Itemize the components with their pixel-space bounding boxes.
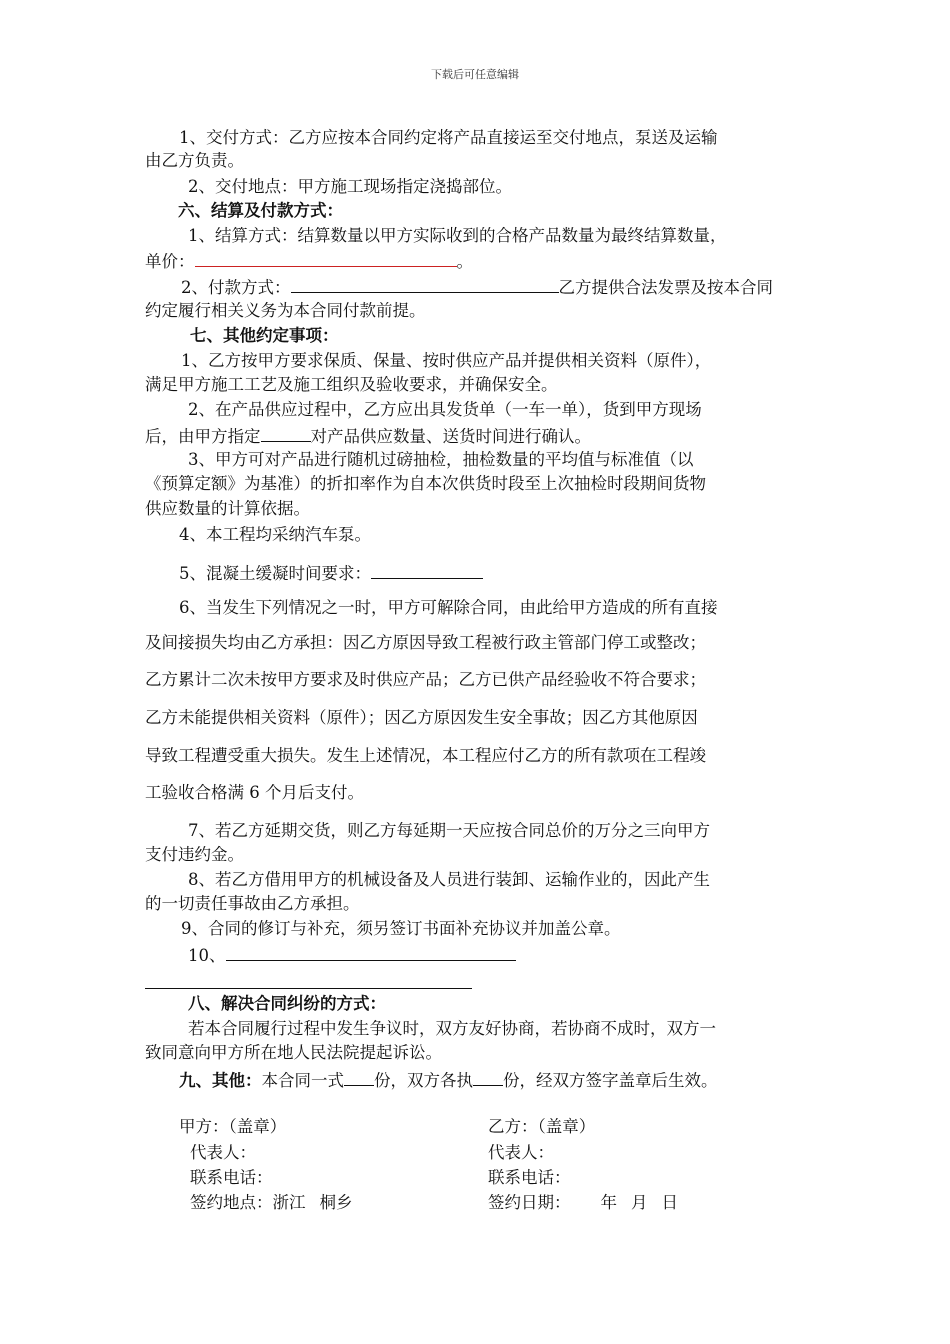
item-ten-continuation-line: [145, 988, 472, 989]
text-line: [145, 424, 591, 448]
designated-label: 后，由甲方指定: [145, 427, 261, 446]
section-heading: 七、其他约定事项：: [190, 326, 339, 345]
text-line: [179, 1068, 718, 1092]
section-heading: 九、其他：: [179, 1071, 262, 1090]
text-line: 供应数量的计算依据。: [145, 499, 310, 518]
party-b-seal: 乙方：（盖章）: [488, 1117, 596, 1136]
party-b-phone: 联系电话：: [488, 1168, 571, 1187]
text-line: 支付违约金。: [145, 845, 244, 864]
text-line: 致同意向甲方所在地人民法院提起诉讼。: [145, 1043, 442, 1062]
party-b-representative: 代表人：: [488, 1143, 554, 1162]
text-line: 若本合同履行过程中发生争议时，双方友好协商，若协商不成时，双方一: [188, 1019, 716, 1038]
copies-tail: 份，经双方签字盖章后生效。: [503, 1071, 718, 1090]
signing-date-label: 签约日期：: [488, 1193, 571, 1212]
unit-price-blank[interactable]: [195, 249, 457, 267]
date-day: 日: [661, 1193, 678, 1212]
designated-tail: 对产品供应数量、送货时间进行确认。: [310, 427, 591, 446]
text-line: 8、若乙方借用甲方的机械设备及人员进行装卸、运输作业的，因此产生: [188, 870, 710, 889]
party-a-seal: 甲方：（盖章）: [179, 1117, 287, 1136]
copies-each-label: 份，双方各执: [374, 1071, 473, 1090]
retarding-time-label: 5、混凝土缓凝时间要求：: [179, 564, 371, 583]
total-copies-blank[interactable]: [344, 1068, 374, 1086]
text-line: 7、若乙方延期交货，则乙方每延期一天应按合同总价的万分之三向甲方: [188, 821, 710, 840]
item-ten-label: 10、: [188, 946, 226, 965]
copies-each-blank[interactable]: [473, 1068, 503, 1086]
copies-label: 本合同一式: [261, 1071, 344, 1090]
text-line: 2、交付地点：甲方施工现场指定浇捣部位。: [188, 177, 512, 196]
text-line: 9、合同的修订与补充，须另签订书面补充协议并加盖公章。: [181, 919, 621, 938]
page-header: 下载后可任意编辑: [431, 68, 519, 81]
text-line: [188, 943, 516, 967]
text-line: 工验收合格满 6 个月后支付。: [145, 783, 364, 802]
unit-price-label: 单价：: [145, 252, 195, 271]
text-line: 4、本工程均采纳汽车泵。: [179, 525, 371, 544]
text-line: 及间接损失均由乙方承担：因乙方原因导致工程被行政主管部门停工或整改；: [145, 633, 706, 652]
payment-method-blank[interactable]: [291, 275, 559, 293]
text-line: 3、甲方可对产品进行随机过磅抽检，抽检数量的平均值与标准值（以: [188, 450, 694, 469]
text-line: 约定履行相关义务为本合同付款前提。: [145, 301, 426, 320]
designated-person-blank[interactable]: [261, 424, 311, 442]
text-line: 的一切责任事故由乙方承担。: [145, 894, 360, 913]
signing-date: [488, 1192, 678, 1214]
text-punct: 。: [456, 252, 473, 271]
retarding-time-blank[interactable]: [371, 561, 483, 579]
text-line: [181, 275, 773, 299]
text-line: 1、乙方按甲方要求保质、保量、按时供应产品并提供相关资料（原件），: [181, 351, 712, 370]
section-heading: 八、解决合同纠纷的方式：: [188, 994, 386, 1013]
text-line: 2、在产品供应过程中，乙方应出具发货单（一车一单），货到甲方现场: [188, 400, 702, 419]
section-heading: 六、结算及付款方式：: [178, 201, 343, 220]
text-line: 《预算定额》为基准）的折扣率作为自本次供货时段至上次抽检时段期间货物: [145, 474, 706, 493]
signing-place-label: 签约地点：浙江: [190, 1193, 306, 1212]
party-a-representative: 代表人：: [190, 1143, 256, 1162]
party-a-phone: 联系电话：: [190, 1168, 273, 1187]
text-line: 满足甲方施工工艺及施工组织及验收要求，并确保安全。: [145, 375, 558, 394]
text-line: 乙方未能提供相关资料（原件）；因乙方原因发生安全事故；因乙方其他原因: [145, 708, 698, 727]
text-line: 6、当发生下列情况之一时，甲方可解除合同，由此给甲方造成的所有直接: [179, 598, 718, 617]
text-line: 1、结算方式：结算数量以甲方实际收到的合格产品数量为最终结算数量，: [188, 226, 727, 245]
payment-method-label: 2、付款方式：: [181, 278, 291, 297]
payment-method-tail: 乙方提供合法发票及按本合同: [558, 278, 773, 297]
item-ten-blank[interactable]: [226, 943, 516, 961]
signing-place: [190, 1192, 353, 1214]
text-line: 乙方累计二次未按甲方要求及时供应产品；乙方已供产品经验收不符合要求；: [145, 670, 706, 689]
text-line: [179, 561, 483, 585]
signing-place-city: 桐乡: [319, 1193, 353, 1212]
text-line: 由乙方负责。: [145, 151, 244, 170]
date-month: 月: [631, 1193, 648, 1212]
text-line: 导致工程遭受重大损失。发生上述情况，本工程应付乙方的所有款项在工程竣: [145, 746, 706, 765]
text-line: 1、交付方式：乙方应按本合同约定将产品直接运至交付地点，泵送及运输: [179, 128, 718, 147]
text-line: [145, 249, 473, 273]
date-year: 年: [600, 1193, 617, 1212]
